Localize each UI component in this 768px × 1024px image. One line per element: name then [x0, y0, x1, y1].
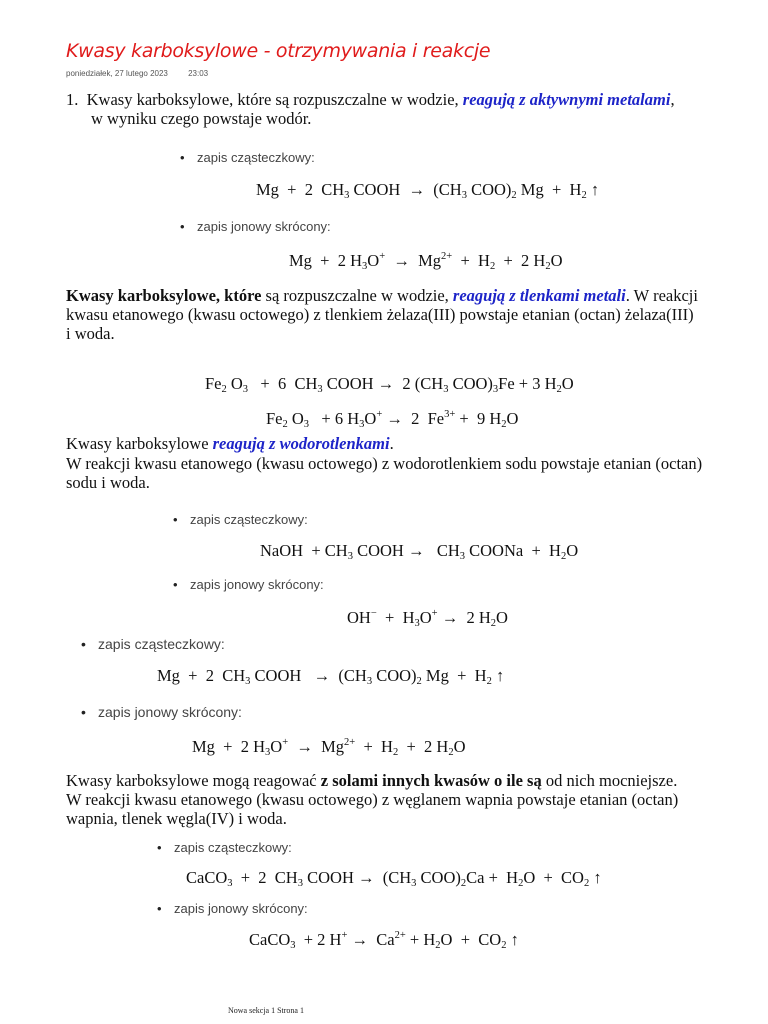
equation-text: COOH → (CH [302, 868, 412, 887]
section3-line2: W reakcji kwasu etanowego (kwasu octowego) z wodorotlenkiem sodu powstaje etanian (octan) [66, 454, 703, 473]
equation-subscript: 2 [501, 940, 507, 951]
equation-text: COOH → (CH [349, 180, 462, 199]
equation-text: Fe [266, 409, 283, 428]
equation-text: + 6 CH [248, 374, 318, 393]
equation-superscript: 2+ [344, 737, 356, 748]
equation-text: O [506, 409, 519, 428]
equation-text: → Mg [288, 737, 345, 756]
equation-text: COO) [416, 868, 461, 887]
equation-subscript: 3 [359, 419, 365, 430]
equation-subscript: 2 [545, 261, 551, 272]
equation-text: + 2 H [495, 251, 546, 270]
equation-subscript: 3 [303, 419, 310, 430]
section1-line1 [66, 90, 675, 110]
equation-text: → Mg [385, 251, 442, 270]
equation-text: COO) [466, 180, 512, 199]
equation-oxide-mol [205, 374, 574, 394]
equation-superscript: + [379, 251, 386, 262]
equation-text: Fe + 3 H [498, 374, 557, 393]
equation-subscript: 2 [435, 940, 441, 951]
equation-text: CaCO [249, 930, 291, 949]
text: , [670, 90, 675, 109]
equation-subscript: 3 [242, 384, 249, 395]
equation-text: COO) [448, 374, 493, 393]
text: Kwasy karboksylowe [66, 434, 213, 453]
page-footer: Nowa sekcja 1 Strona 1 [228, 1006, 304, 1015]
equation-subscript: 3 [443, 384, 449, 395]
equation-text: ↑ [589, 868, 602, 887]
equation-text: COONa + H [465, 541, 561, 560]
equation-subscript: 3 [411, 878, 417, 889]
bold-text: z solami innych kwasów o ile są [320, 771, 542, 790]
equation-hydroxide-ion [347, 608, 508, 628]
section2-line2: kwasu etanowego (kwasu octowego) z tlenkiem żelaza(III) powstaje etanian (octan) żelaza(III) [66, 305, 694, 324]
list-number: 1. [66, 90, 79, 109]
equation-subscript: 3 [317, 384, 323, 395]
equation-text: ↑ [506, 930, 519, 949]
section3-line1 [66, 434, 394, 454]
equation-text: O [496, 608, 508, 627]
equation-subscript: 3 [362, 261, 368, 272]
equation-superscript: + [376, 409, 383, 420]
equation-superscript: 2+ [394, 930, 406, 941]
equation-subscript: 2 [583, 878, 590, 889]
equation-text: O [287, 409, 304, 428]
equation-text: O [270, 737, 283, 756]
equation-subscript: 2 [490, 618, 497, 629]
equation-text: O [566, 541, 579, 560]
equation-text: + H [405, 930, 436, 949]
equation-text: O [550, 251, 563, 270]
equation-text: O [226, 374, 243, 393]
equation-subscript: 3 [366, 676, 373, 687]
equation-superscript: 3+ [444, 409, 456, 420]
equation-text: COOH → 2 (CH [322, 374, 444, 393]
equation-text: Mg + 2 H [289, 251, 363, 270]
equation-text: O [453, 737, 466, 756]
equation-text: COO) [372, 666, 417, 685]
equation-text: O + CO [523, 868, 584, 887]
text: od nich mocniejsze. [541, 771, 678, 790]
equation-subscript: 3 [227, 878, 233, 889]
equation-subscript: 2 [501, 419, 507, 430]
equation-superscript: + [282, 737, 289, 748]
equation-text: → 2 Fe [382, 409, 445, 428]
equation-ion [289, 251, 562, 271]
equation-text: O [367, 251, 380, 270]
equation-subscript: 3 [290, 940, 296, 951]
equation-subscript: 2 [511, 190, 517, 201]
section5-line3: wapnia, tlenek węgla(IV) i woda. [66, 809, 287, 828]
equation-text: + H [355, 737, 393, 756]
bullet-mol-label: • zapis cząsteczkowy: [190, 512, 308, 527]
highlight-text: reagują z aktywnymi metalami [462, 90, 671, 109]
bullet-ion-label: • zapis jonowy skrócony: [98, 704, 242, 720]
equation-salt-ion [249, 930, 519, 950]
equation-text: O [561, 374, 574, 393]
equation-text: Fe [205, 374, 222, 393]
equation-subscript: 2 [518, 878, 524, 889]
equation-salt-mol [186, 868, 602, 888]
bullet-mol-label: • zapis cząsteczkowy: [174, 840, 292, 855]
highlight-text: reagują z tlenkami metali [452, 286, 626, 305]
equation-subscript: 3 [414, 618, 420, 629]
equation-superscript: − [370, 608, 377, 619]
page-date [66, 69, 208, 78]
page-title: Kwasy karboksylowe - otrzymywania i reakcje [66, 40, 491, 62]
bullet-ion-label: • zapis jonowy skrócony: [190, 577, 324, 592]
equation-subscript: 3 [459, 551, 465, 562]
equation-text: + 2 H [295, 930, 342, 949]
equation-text: Mg + H [421, 666, 487, 685]
section2-line1 [66, 286, 698, 306]
text: . W reakcji [625, 286, 698, 305]
equation-subscript: 2 [489, 261, 496, 272]
highlight-text: reagują z wodorotlenkami [212, 434, 390, 453]
equation-text: + H [452, 251, 490, 270]
equation-mg-mol [157, 666, 504, 686]
equation-text: Mg + 2 H [192, 737, 266, 756]
section2-line3: i woda. [66, 324, 115, 343]
equation-text: + 9 H [455, 409, 502, 428]
equation-subscript: 3 [347, 551, 353, 562]
text: . [389, 434, 394, 453]
equation-text: + 6 H [309, 409, 360, 428]
equation-oxide-ion [266, 409, 518, 429]
equation-superscript: 2+ [441, 251, 453, 262]
equation-hydroxide-mol [260, 541, 578, 561]
text: Kwasy karboksylowe mogą reagować [66, 771, 321, 790]
equation-text: + H [376, 608, 415, 627]
equation-subscript: 3 [265, 747, 271, 758]
equation-text: COOH → (CH [250, 666, 367, 685]
section5-line1 [66, 771, 677, 791]
time-text: 23:03 [188, 69, 209, 78]
equation-subscript: 2 [460, 878, 467, 889]
equation-subscript: 2 [486, 676, 492, 687]
equation-text: NaOH + CH [260, 541, 348, 560]
equation-text: Ca + H [466, 868, 519, 887]
section3-line3: sodu i woda. [66, 473, 150, 492]
equation-subscript: 2 [392, 747, 399, 758]
bullet-mol-label: • zapis cząsteczkowy: [197, 150, 315, 165]
bullet-ion-label: • zapis jonowy skrócony: [174, 901, 308, 916]
section1-line2: w wyniku czego powstaje wodór. [91, 109, 312, 128]
equation-text: Mg + H [516, 180, 582, 199]
equation-text: CaCO [186, 868, 228, 887]
equation-superscript: + [431, 608, 438, 619]
section5-line2: W reakcji kwasu etanowego (kwasu octowego) z węglanem wapnia powstaje etanian (octan) [66, 790, 679, 809]
text: są rozpuszczalne w wodzie, [261, 286, 453, 305]
bold-text: Kwasy karboksylowe, które [66, 286, 262, 305]
equation-subscript: 2 [560, 551, 567, 562]
equation-text: ↑ [586, 180, 600, 199]
equation-text: Mg + 2 CH [256, 180, 345, 199]
equation-mol [256, 180, 599, 200]
equation-subscript: 3 [245, 676, 251, 687]
equation-text: → 2 H [437, 608, 491, 627]
equation-text: → Ca [347, 930, 395, 949]
date-text: poniedziałek, 27 lutego 2023 [66, 69, 168, 78]
equation-subscript: 2 [581, 190, 587, 201]
equation-text: + 2 CH [232, 868, 298, 887]
equation-subscript: 2 [416, 676, 422, 687]
equation-text: COOH → CH [352, 541, 460, 560]
equation-text: + 2 H [398, 737, 449, 756]
equation-text: Mg + 2 CH [157, 666, 246, 685]
bullet-ion-label: • zapis jonowy skrócony: [197, 219, 331, 234]
text: Kwasy karboksylowe, które są rozpuszczalne w wodzie, [86, 90, 463, 109]
equation-text: O + CO [440, 930, 502, 949]
equation-subscript: 2 [448, 747, 454, 758]
equation-text: O [364, 409, 377, 428]
equation-subscript: 2 [221, 384, 227, 395]
bullet-mol-label: • zapis cząsteczkowy: [98, 636, 225, 652]
equation-subscript: 3 [461, 190, 467, 201]
equation-superscript: + [341, 930, 348, 941]
equation-mg-ion [192, 737, 465, 757]
equation-text: ↑ [491, 666, 505, 685]
equation-subscript: 2 [556, 384, 562, 395]
equation-subscript: 3 [344, 190, 350, 201]
equation-subscript: 2 [282, 419, 288, 430]
equation-subscript: 3 [492, 384, 499, 395]
equation-text: OH [347, 608, 371, 627]
equation-subscript: 3 [297, 878, 303, 889]
equation-text: O [419, 608, 432, 627]
